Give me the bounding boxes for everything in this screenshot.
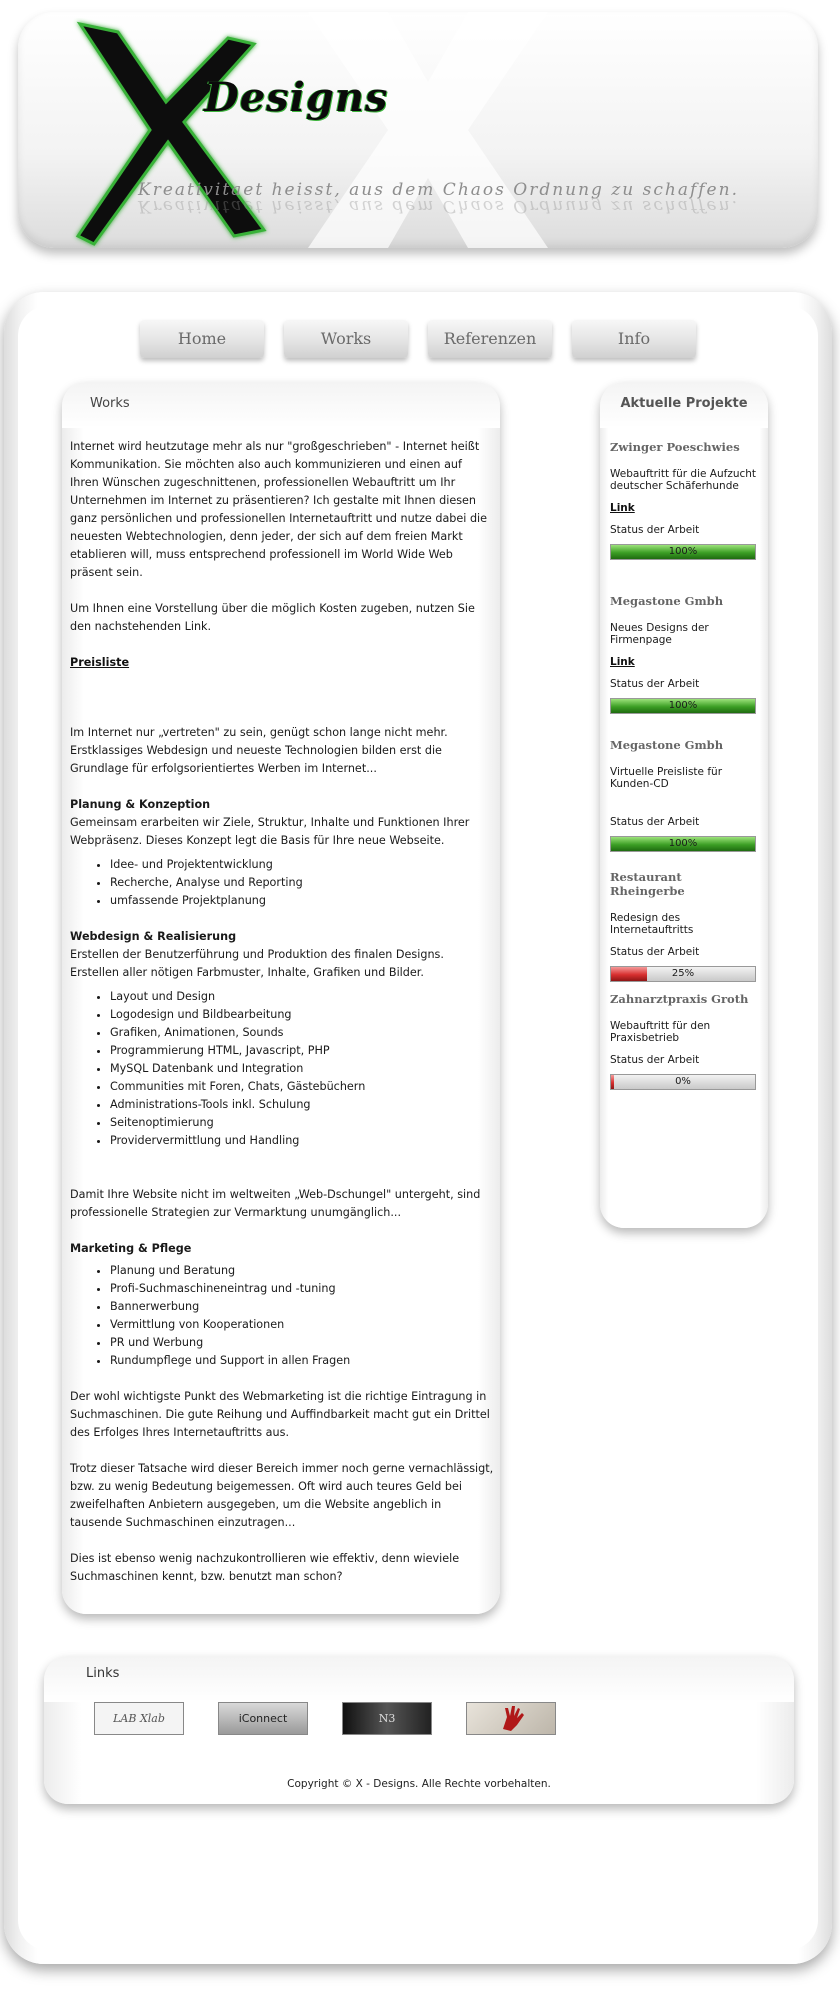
project-name: Megastone Gmbh xyxy=(610,594,724,608)
links-title: Links xyxy=(86,1666,120,1681)
banner-xlab[interactable]: LAB Xlab xyxy=(94,1702,184,1735)
webdesign-heading: Webdesign & Realisierung xyxy=(70,930,237,943)
list-item: • Programmierung HTML, Javascript, PHP xyxy=(110,1042,494,1060)
list-item: • Grafiken, Animationen, Sounds xyxy=(110,1024,494,1042)
project-link[interactable]: Link xyxy=(610,656,635,668)
list-item: • umfassende Projektplanung xyxy=(110,892,494,910)
progress-text: 100% xyxy=(668,546,698,557)
project-card xyxy=(610,992,760,1090)
list-item: • Recherche, Analyse und Reporting xyxy=(110,874,494,892)
list-item: • MySQL Datenbank und Integration xyxy=(110,1060,494,1078)
list-item: • Logodesign und Bildbearbeitung xyxy=(110,1006,494,1024)
project-description: Webauftritt für den Praxisbetrieb xyxy=(610,1020,711,1044)
neglect-paragraph: Trotz dieser Tatsache wird dieser Bereich immer noch gerne vernachlässigt, bzw. zu wenig Bedeutung beigemessen. Oft wird auch teures Geld bei zweifelhaften Anbietern ausgegeben, um die Website angeblich in tausende Suchmaschinen einzutragen... xyxy=(70,1462,494,1529)
slogan-reflection: Kreativitaet heisst, aus dem Chaos Ordnung zu schaffen. xyxy=(138,196,739,216)
project-description: Redesign des Internetauftritts xyxy=(610,912,694,936)
works-title: Works xyxy=(90,396,130,411)
banner-handprint[interactable] xyxy=(466,1702,556,1735)
projects-title: Aktuelle Projekte xyxy=(620,396,748,411)
works-panel xyxy=(62,382,500,1614)
project-name: Zwinger Poeschwies xyxy=(610,440,740,454)
progress-text: 0% xyxy=(675,1076,691,1087)
project-description: Neues Designs der Firmenpage xyxy=(610,622,709,646)
project-status-label: Status der Arbeit xyxy=(610,816,700,828)
control-paragraph: Dies ist ebenso wenig nachzukontrollieren wie effektiv, denn wieviele Suchmaschinen kennt, bzw. benutzt man schon? xyxy=(70,1552,460,1583)
list-item: • Profi-Suchmaschineneintrag und -tuning xyxy=(110,1280,494,1298)
price-list-link[interactable]: Preisliste xyxy=(70,656,130,669)
nav-info[interactable]: Info xyxy=(572,320,696,358)
main-nav xyxy=(140,320,700,360)
works-content xyxy=(70,438,494,1604)
progress-text: 100% xyxy=(668,700,698,711)
project-link[interactable]: Link xyxy=(610,502,635,514)
progress-text: 25% xyxy=(671,968,695,979)
project-name: Restaurant Rheingerbe xyxy=(610,870,685,898)
project-status-label: Status der Arbeit xyxy=(610,1054,700,1066)
nav-referenzen[interactable]: Referenzen xyxy=(428,320,552,358)
webdesign-list xyxy=(70,988,494,1150)
list-item: • Administrations-Tools inkl. Schulung xyxy=(110,1096,494,1114)
project-progress-bar xyxy=(610,836,756,852)
progress-text: 100% xyxy=(668,838,698,849)
nav-home[interactable]: Home xyxy=(140,320,264,358)
intro-paragraph: Internet wird heutzutage mehr als nur "großgeschrieben" - Internet heißt Kommunikation. Sie möchten also auch kommunizieren und einen auf Ihren Wünschen zugeschnittenen, professionellen Webauftritt um Ihr Unternehmen im Internet zu präsentieren? Ich gestalte mit Ihnen diesen ganz persönlichen und professionellen Internetauftritt und nutze dabei die neuesten Webtechnologien, denn jeder, der sich auf dem freien Markt etablieren will, muss entsprechend professionell im World Wide Web präsent sein. xyxy=(70,440,488,579)
cost-paragraph: Um Ihnen eine Vorstellung über die möglich Kosten zugeben, nutzen Sie den nachstehenden Link. xyxy=(70,602,475,633)
planning-heading: Planung & Konzeption xyxy=(70,798,211,811)
copyright-text: Copyright © X - Designs. Alle Rechte vorbehalten. xyxy=(287,1778,551,1790)
marketing-heading: Marketing & Pflege xyxy=(70,1242,192,1255)
project-description: Virtuelle Preisliste für Kunden-CD xyxy=(610,766,723,790)
webdesign-text: Erstellen der Benutzerführung und Produktion des finalen Designs. Erstellen aller nötigen Farbmuster, Inhalte, Grafiken und Bilder. xyxy=(70,948,444,979)
marketing-list xyxy=(70,1262,494,1370)
slogan: Kreativitaet heisst, aus dem Chaos Ordnung zu schaffen. xyxy=(138,180,739,200)
list-item: • PR und Werbung xyxy=(110,1334,494,1352)
list-item: • Providervermittlung und Handling xyxy=(110,1132,494,1150)
projects-panel xyxy=(600,382,768,1228)
links-panel xyxy=(44,1656,794,1804)
project-card xyxy=(610,738,760,852)
project-progress-bar xyxy=(610,1074,756,1090)
project-status-label: Status der Arbeit xyxy=(610,946,700,958)
banner-iconnect[interactable]: iConnect xyxy=(218,1702,308,1735)
header-banner xyxy=(18,12,818,248)
project-progress-bar xyxy=(610,966,756,982)
jungle-paragraph: Damit Ihre Website nicht im weltweiten „Web-Dschungel" untergeht, sind professionelle Strategien zur Vermarktung unumgänglich... xyxy=(70,1188,481,1219)
project-name: Megastone Gmbh xyxy=(610,738,724,752)
project-progress-bar xyxy=(610,698,756,714)
nav-works[interactable]: Works xyxy=(284,320,408,358)
list-item: • Bannerwerbung xyxy=(110,1298,494,1316)
project-status-label: Status der Arbeit xyxy=(610,524,700,536)
represent-paragraph: Im Internet nur „vertreten" zu sein, genügt schon lange nicht mehr. Erstklassiges Webdesign und neueste Technologien bilden erst die Grundlage für erfolgsorientiertes Werben im Internet... xyxy=(70,726,448,775)
list-item: • Communities mit Foren, Chats, Gästebüchern xyxy=(110,1078,494,1096)
list-item: • Layout und Design xyxy=(110,988,494,1006)
list-item: • Rundumpflege und Support in allen Fragen xyxy=(110,1352,494,1370)
banner-n3[interactable]: N3 xyxy=(342,1702,432,1735)
list-item: • Idee- und Projektentwicklung xyxy=(110,856,494,874)
project-card xyxy=(610,594,760,714)
planning-text: Gemeinsam erarbeiten wir Ziele, Struktur, Inhalte und Funktionen Ihrer Webpräsenz. Dieses Konzept legt die Basis für Ihre neue Webseite. xyxy=(70,816,470,847)
project-status-label: Status der Arbeit xyxy=(610,678,700,690)
handprint-icon xyxy=(467,1703,555,1734)
project-name: Zahnarztpraxis Groth xyxy=(610,992,749,1006)
project-card xyxy=(610,870,760,982)
project-description: Webauftritt für die Aufzucht deutscher Schäferhunde xyxy=(610,468,757,492)
list-item: • Vermittlung von Kooperationen xyxy=(110,1316,494,1334)
list-item: • Seitenoptimierung xyxy=(110,1114,494,1132)
list-item: • Planung und Beratung xyxy=(110,1262,494,1280)
project-card xyxy=(610,440,760,560)
search-paragraph: Der wohl wichtigste Punkt des Webmarketing ist die richtige Eintragung in Suchmaschinen. Die gute Reihung und Auffindbarkeit macht gut ein Drittel des Erfolges Ihres Internetauftritts aus. xyxy=(70,1390,490,1439)
links-panel-header xyxy=(44,1656,794,1702)
project-progress-bar xyxy=(610,544,756,560)
planning-list xyxy=(70,856,494,910)
logo-wordmark: Designs xyxy=(204,74,389,121)
